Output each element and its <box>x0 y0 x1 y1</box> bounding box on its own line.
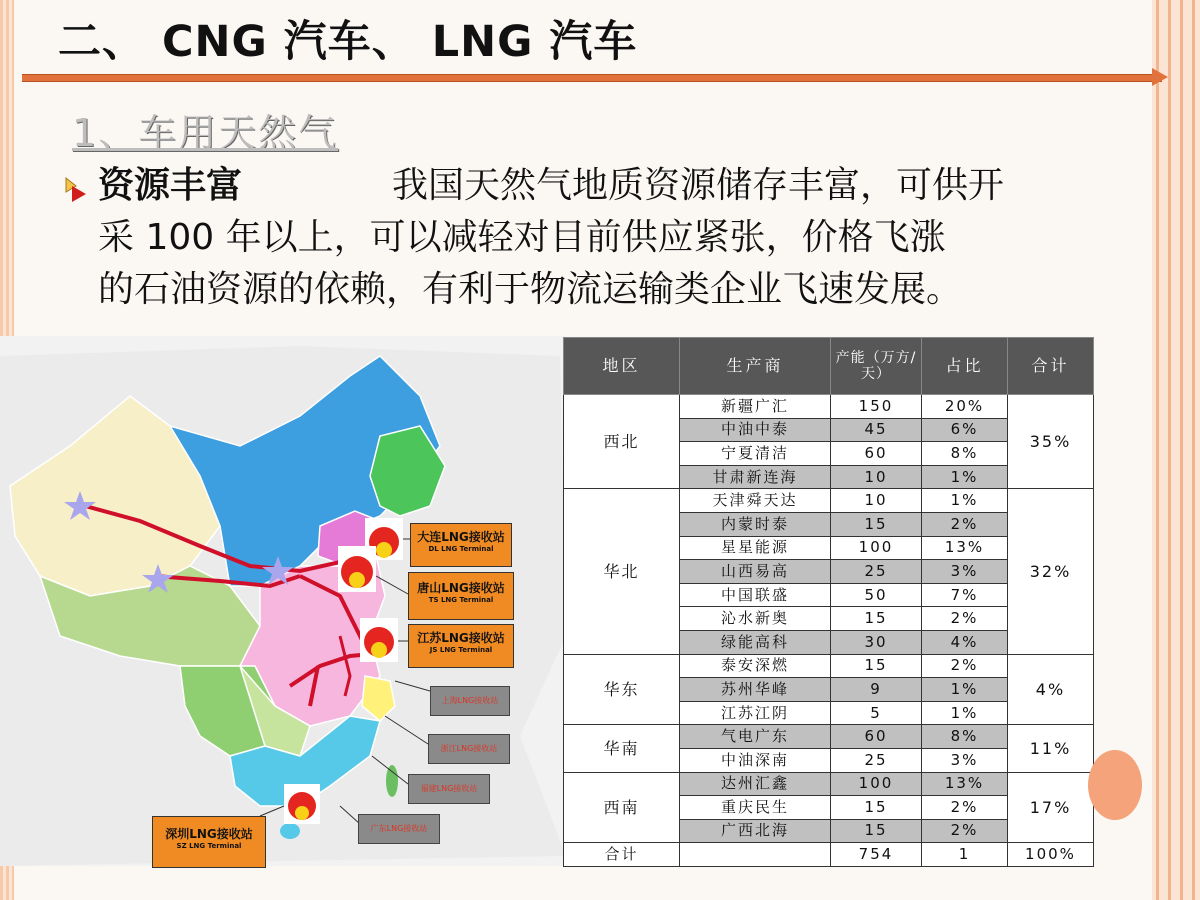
table-row: 西北 新疆广汇 150 20% 35% <box>564 395 1094 419</box>
table-row: 华南 气电广东 60 8% 11% <box>564 725 1094 749</box>
region-cell: 西南 <box>564 772 680 843</box>
table-row: 中国联盛 50 7% <box>564 583 1094 607</box>
region-cell: 华东 <box>564 654 680 725</box>
table-row: 内蒙时泰 15 2% <box>564 512 1094 536</box>
region-cell: 西北 <box>564 395 680 489</box>
body-line-3: 的石油资源的依赖，有利于物流运输类企业飞速发展。 <box>98 269 963 310</box>
header-total: 合计 <box>1008 338 1094 395</box>
grey-label-fujian: 福建LNG接收站 <box>408 774 490 804</box>
decorative-orange-circle <box>1088 750 1142 820</box>
terminal-label-sz: 深圳LNG接收站 SZ LNG Terminal <box>152 816 266 868</box>
table-row: 山西易高 25 3% <box>564 560 1094 584</box>
table-row: 中油中泰 45 6% <box>564 418 1094 442</box>
table-row: 沁水新奥 15 2% <box>564 607 1094 631</box>
table-row: 宁夏清洁 60 8% <box>564 442 1094 466</box>
cnpc-logo-icon <box>284 784 320 824</box>
table-row: 苏州华峰 9 1% <box>564 678 1094 702</box>
title-underline-arrow <box>22 74 1162 82</box>
slide-title: 二、 CNG 汽车、 LNG 汽车 <box>58 17 638 67</box>
terminal-label-js: 江苏LNG接收站 JS LNG Terminal <box>408 624 514 668</box>
table-row: 重庆民生 15 2% <box>564 796 1094 820</box>
table-footer-row: 合计 754 1 100% <box>564 843 1094 867</box>
table-row: 西南 达州汇鑫 100 13% 17% <box>564 772 1094 796</box>
table-row: 江苏江阴 5 1% <box>564 701 1094 725</box>
region-cell: 华北 <box>564 489 680 654</box>
arrow-bullet-icon <box>64 176 94 202</box>
header-capacity: 产能（万方/天） <box>831 338 922 395</box>
table-row: 华东 泰安深燃 15 2% 4% <box>564 654 1094 678</box>
body-line-2: 采 100 年以上，可以减轻对目前供应紧张，价格飞涨 <box>98 217 946 258</box>
table-row: 绿能高科 30 4% <box>564 630 1094 654</box>
section-subtitle: 1、车用天然气 <box>72 111 339 155</box>
region-cell: 华南 <box>564 725 680 772</box>
table-row: 华北 天津舜天达 10 1% 32% <box>564 489 1094 513</box>
lng-capacity-table <box>563 337 1094 867</box>
header-producer: 生产商 <box>680 338 831 395</box>
total-cell: 32% <box>1008 489 1094 654</box>
bullet-heading: 资源丰富 <box>98 165 243 206</box>
body-line-1: 我国天然气地质资源储存丰富，可供开 <box>392 165 1005 206</box>
total-cell: 11% <box>1008 725 1094 772</box>
header-share: 占比 <box>922 338 1008 395</box>
cnpc-logo-icon <box>338 546 376 592</box>
terminal-label-ts: 唐山LNG接收站 TS LNG Terminal <box>408 572 514 620</box>
table-row: 广西北海 15 2% <box>564 819 1094 843</box>
table-row: 星星能源 100 13% <box>564 536 1094 560</box>
china-lng-map <box>0 336 566 866</box>
cnpc-logo-icon <box>360 618 398 662</box>
arrowhead-icon <box>1152 68 1168 86</box>
grey-label-zhejiang: 浙江LNG接收站 <box>428 734 510 764</box>
total-cell: 17% <box>1008 772 1094 843</box>
body-paragraph <box>98 160 1108 316</box>
total-cell: 35% <box>1008 395 1094 489</box>
right-decorative-stripe <box>1152 0 1200 900</box>
total-cell: 4% <box>1008 654 1094 725</box>
grey-label-shanghai: 上海LNG接收站 <box>430 686 510 716</box>
grey-label-guangdong: 广东LNG接收站 <box>358 814 440 844</box>
table-row: 中油深南 25 3% <box>564 748 1094 772</box>
table-header-row <box>564 338 1094 395</box>
header-region: 地区 <box>564 338 680 395</box>
table-row: 甘肃新连海 10 1% <box>564 465 1094 489</box>
terminal-label-dl: 大连LNG接收站 DL LNG Terminal <box>410 523 512 567</box>
